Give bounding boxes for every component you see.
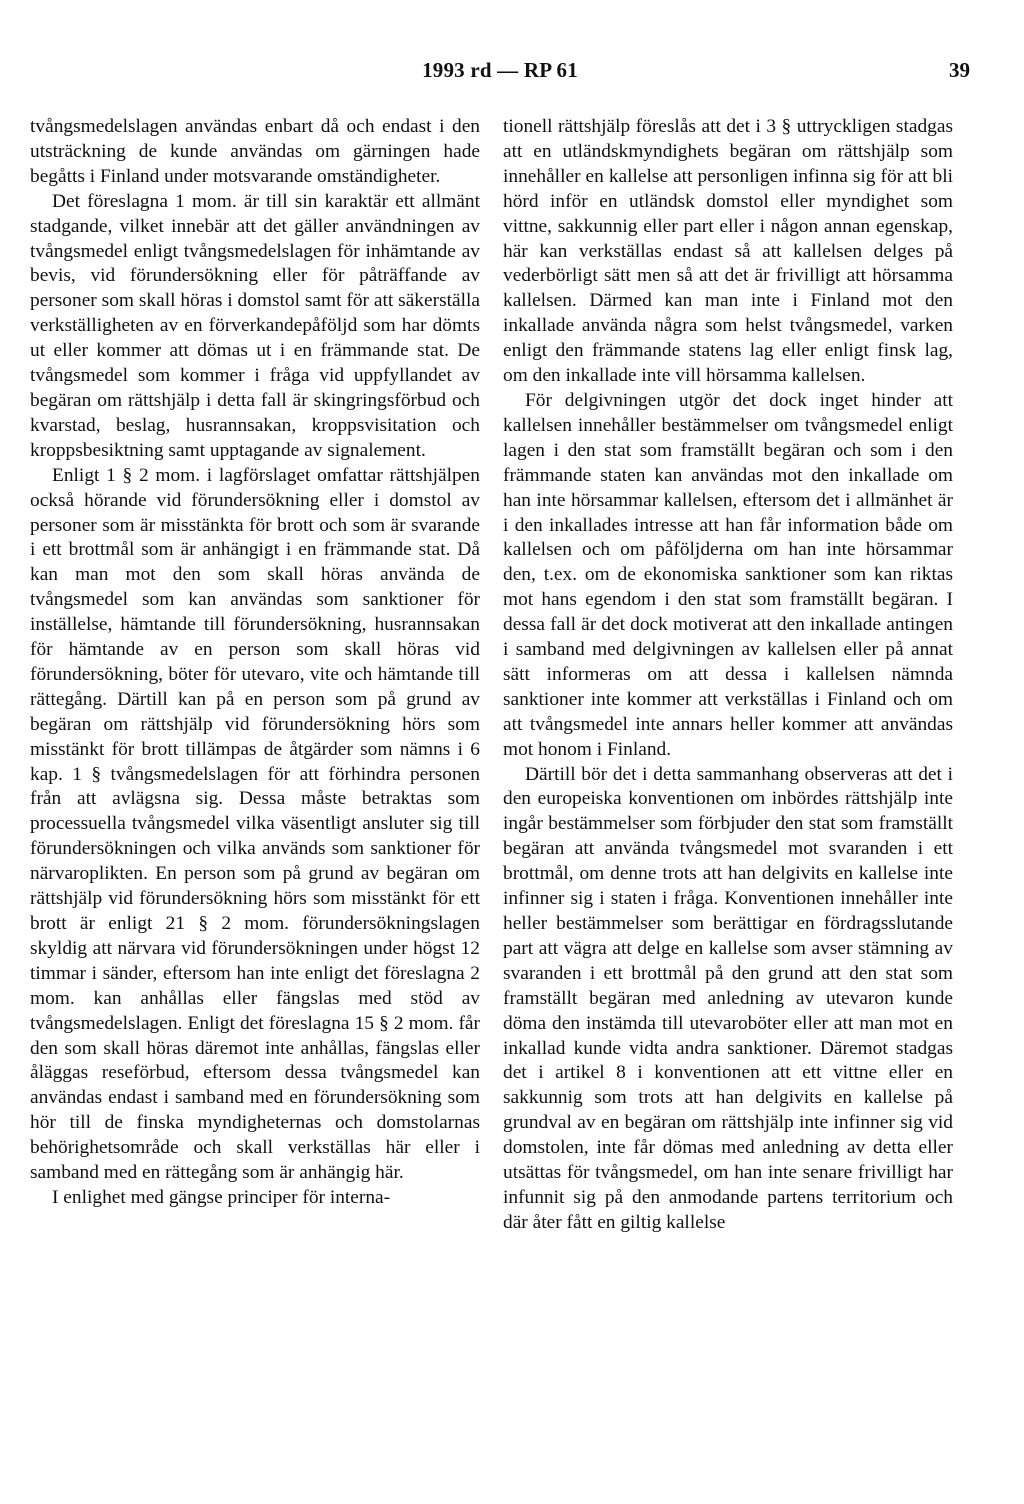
page-number: 39	[949, 58, 970, 82]
right-column	[503, 115, 953, 1236]
paragraph: tvångsmedelslagen användas enbart då och endast i den utsträckning de kunde användas om gärningen hade begåtts i Finland under motsvarande omständigheter.	[30, 116, 480, 187]
page-header	[30, 58, 970, 88]
paragraph: tionell rättshjälp föreslås att det i 3 § uttryckligen stadgas att en utländskmyndighets begäran om rättshjälp som innehåller en kallelse att personligen infinna sig för att bli hörd inför en utländsk domstol eller myndighet som vittne, sakkunnig eller part eller i någon annan egenskap, här kan verkställas endast så att kallelsen delges på vederbörligt sätt men så att det är frivilligt att hörsamma kallelsen. Därmed kan man inte i Finland mot den inkallade använda några som helst tvångsmedel, varken enligt den främmande statens lag eller enligt finsk lag, om den inkallade inte vill hörsamma kallelsen.	[503, 116, 953, 387]
document-title: 1993 rd — RP 61	[422, 58, 578, 82]
paragraph: Enligt 1 § 2 mom. i lagförslaget omfattar rättshjälpen också hörande vid förundersökning eller i domstol av personer som är misstänkta för brott och som är svarande i ett brottmål som är anhängigt i en främmande stat. Då kan man mot den som skall höras använda de tvångsmedel som kan användas som sanktioner för inställelse, hämtande till förundersökning, husrannsakan för hämtande av en person som skall höras vid förundersökning, böter för utevaro, vite och hämtande till rättegång. Därtill kan på en person som på grund av begäran om rättshjälp vid förundersökning hörs som misstänkt för brott tillämpas de åtgärder som nämns i 6 kap. 1 § tvångsmedelslagen för att förhindra personen från att avlägsna sig. Dessa måste betraktas som processuella tvångsmedel vilka väsentligt ansluter sig till förundersökningen och vilka används som sanktioner för närvaroplikten. En person som på grund av begäran om rättshjälp vid förundersökning hörs som misstänkt för ett brott är enligt 21 § 2 mom. förundersökningslagen skyldig att närvara vid förundersökningen under högst 12 timmar i sänder, eftersom han inte enligt det föreslagna 2 mom. kan anhållas eller fängslas med stöd av tvångsmedelslagen. Enligt det föreslagna 15 § 2 mom. får den som skall höras däremot inte anhållas, fängslas eller åläggas reseförbud, eftersom dessa tvångsmedel kan användas endast i samband med en förundersökning som hör till de finska myndigheternas och domstolarnas behörighetsområde och skall verkställas här eller i samband med en rättegång som är anhängig här.	[30, 464, 480, 1184]
paragraph: För delgivningen utgör det dock inget hinder att kallelsen innehåller bestämmelser om tvångsmedel enligt lagen i den stat som framställt begäran och som i den främmande staten kan användas mot den inkallade om han inte hörsammar kallelsen, eftersom det i allmänhet är i den inkallades intresse att han får information både om kallelsen och om påföljderna om han inte hörsammar den, t.ex. om de ekonomiska sanktioner som kan riktas mot hans egendom i den stat som framställt begäran. I dessa fall är det dock motiverat att den inkallade antingen i samband med delgivningen av kallelsen eller på annat sätt informeras om att dessa i kallelsen nämnda sanktioner inte kommer att verkställas i Finland och om att tvångsmedel inte annars heller kommer att användas mot honom i Finland.	[503, 389, 953, 760]
paragraph: Därtill bör det i detta sammanhang observeras att det i den europeiska konventionen om inbördes rättshjälp inte ingår bestämmelser som förbjuder den stat som framställt begäran att använda tvångsmedel mot svaranden i ett brottmål, om denne trots att han delgivits en kallelse inte infinner sig i staten i fråga. Konventionen innehåller inte heller bestämmelser som berättigar en fördragsslutande part att vägra att delge en kallelse som avser stämning av svaranden i ett brottmål på den grund att den stat som framställt begäran med anledning av utevaron kunde döma den instämda till utevaroböter eller att man mot en inkallad kunde vidta andra sanktioner. Däremot stadgas det i artikel 8 i konventionen att ett vittne eller en sakkunnig som trots att han delgivits en kallelse på grundval av en begäran om rättshjälp inte infinner sig vid domstolen, inte får dömas med anledning av detta eller utsättas för tvångsmedel, om han inte senare frivilligt har infunnit sig på den anmodande partens territorium och där åter fått en giltig kallelse	[503, 763, 953, 1233]
paragraph: Det föreslagna 1 mom. är till sin karaktär ett allmänt stadgande, vilket innebär att det gäller användningen av tvångsmedel enligt tvångsmedelslagen för inhämtande av bevis, vid förundersökning eller för påträffande av personer som skall höras i domstol samt för att säkerställa verkställigheten av en förverkandepåföljd som har dömts ut eller kommer att dömas ut i en främmande stat. De tvångsmedel som kommer i fråga vid uppfyllandet av begäran om rättshjälp i detta fall är skingringsförbud och kvarstad, beslag, husrannsakan, kroppsvisitation och kroppsbesiktning samt upptagande av signalement.	[30, 190, 480, 461]
left-column	[30, 115, 480, 1211]
paragraph: I enlighet med gängse principer för interna-	[52, 1186, 391, 1208]
